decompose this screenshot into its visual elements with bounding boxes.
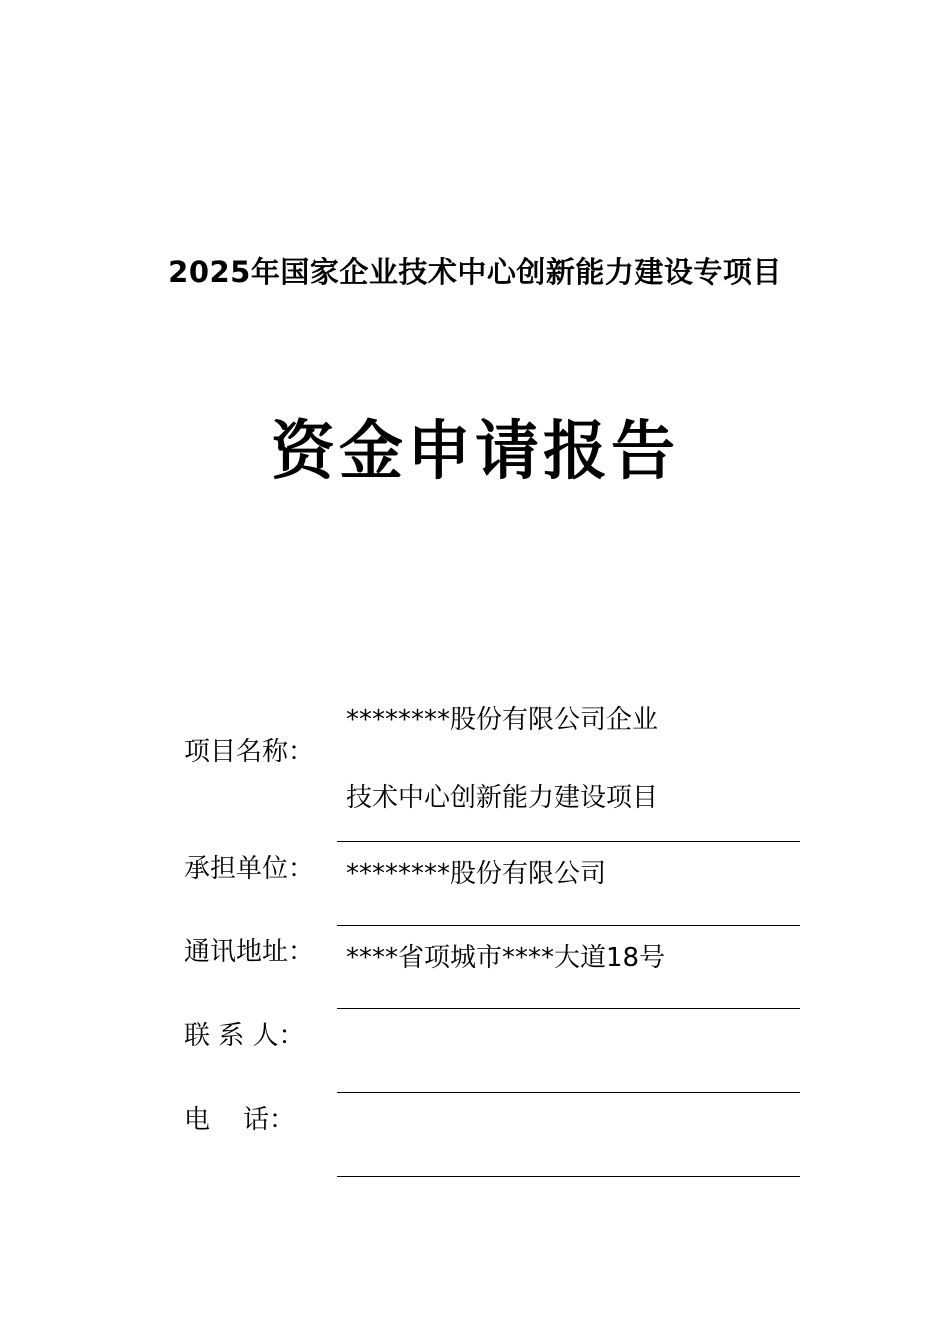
contact-underline [337,1092,800,1093]
address-value: ****省项城市****大道18号 [346,943,666,973]
project-name-value-line2: 技术中心创新能力建设项目 [346,783,659,813]
cover-title: 资金申请报告 [271,414,679,489]
contact-label: 联 系 人： [184,1021,305,1051]
unit-label: 承担单位： [184,854,315,884]
unit-value: ********股份有限公司 [346,859,607,889]
cover-subtitle: 2025年国家企业技术中心创新能力建设专项目 [168,255,782,289]
project-name-underline [337,841,800,842]
address-underline [337,1008,800,1009]
phone-label: 电 话： [184,1105,296,1135]
phone-underline [337,1176,800,1177]
unit-underline [337,925,800,926]
address-label: 通讯地址： [184,937,315,967]
project-name-label: 项目名称： [184,737,315,767]
project-name-value-line1: ********股份有限公司企业 [346,705,659,735]
